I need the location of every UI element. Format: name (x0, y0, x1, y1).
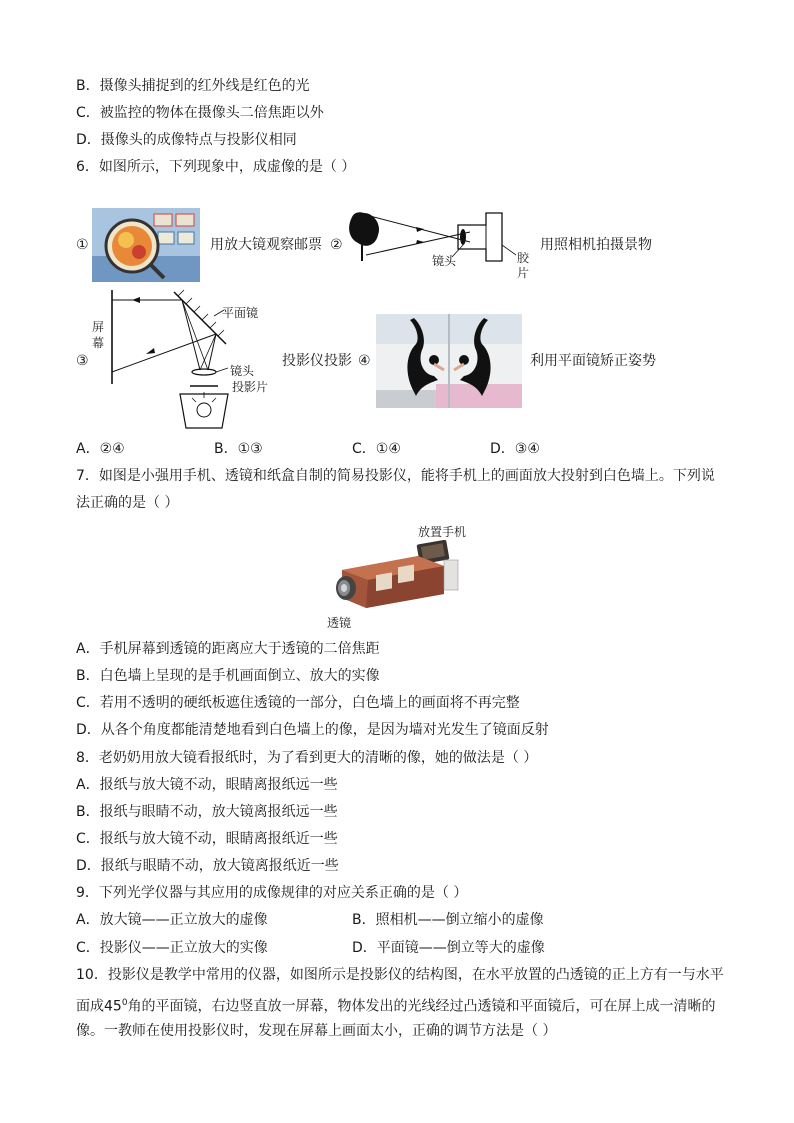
q10-line-2b: 角的平面镜，右边竖直放一屏幕，物体发出的光线经过凸透镜和平面镜后，可在屏上成一清晰的 (127, 998, 716, 1015)
camera-film-label-2: 片 (517, 266, 530, 280)
dancer-mirror-drawing (376, 314, 522, 408)
q10-line-2 (76, 993, 716, 1017)
q10-line-1: 10．投影仪是教学中常用的仪器，如图所示是投影仪的结构图，在水平放置的凸透镜的正上方有一与水平 (76, 967, 724, 983)
magnifier-photo-drawing (92, 208, 200, 282)
q10-line-3: 像。一教师在使用投影仪时，发现在屏幕上画面太小，正确的调节方法是（ ） (76, 1023, 557, 1039)
q8-option-b: B．报纸与眼睛不动，放大镜离报纸远一些 (76, 804, 338, 820)
q9-stem: 9．下列光学仪器与其应用的成像规律的对应关系正确的是（ ） (76, 885, 468, 901)
q6-option-a: A．②④ (76, 441, 125, 457)
q6-fig4-number: ④ (358, 353, 371, 369)
q6-fig2-caption: 用照相机拍摄景物 (540, 237, 652, 253)
magnifier-photo (92, 208, 200, 282)
q7-phone-label: 放置手机 (418, 525, 467, 539)
diy-projector-box (326, 540, 466, 612)
projector-slide-label: 投影片 (232, 380, 269, 394)
q9-option-d: D．平面镜——倒立等大的虚像 (352, 940, 545, 956)
q7-option-b: B．白色墙上呈现的是手机画面倒立、放大的实像 (76, 668, 380, 684)
q9-option-c: C．投影仪——正立放大的实像 (76, 940, 268, 956)
q9-options-row-1 (76, 910, 716, 930)
q8-option-c: C．报纸与放大镜不动，眼睛离报纸近一些 (76, 831, 338, 847)
q8-option-a: A．报纸与放大镜不动，眼睛离报纸远一些 (76, 777, 338, 793)
q5-option-c: C．被监控的物体在摄像头二倍焦距以外 (76, 105, 324, 121)
q6-options (76, 439, 716, 459)
q6-fig1-number: ① (76, 237, 89, 253)
q6-option-d: D．③④ (490, 441, 540, 457)
q7-stem-line-1: 7．如图是小强用手机、透镜和纸盒自制的简易投影仪，能将手机上的画面放大投射到白色墙上。下列说 (76, 468, 715, 484)
q6-fig3-number: ③ (76, 353, 89, 369)
q9-option-b: B．照相机——倒立缩小的虚像 (352, 912, 544, 928)
q6-fig4-caption: 利用平面镜矫正姿势 (530, 353, 656, 369)
q7-option-a: A．手机屏幕到透镜的距离应大于透镜的二倍焦距 (76, 641, 380, 657)
q5-option-b: B．摄像头捕捉到的红外线是红色的光 (76, 78, 310, 94)
q10-degree-sign: 0 (121, 998, 128, 1008)
q6-fig1-caption: 用放大镜观察邮票 (210, 237, 322, 253)
q7-option-d: D．从各个角度都能清楚地看到白色墙上的像，是因为墙对光发生了镜面反射 (76, 722, 549, 738)
camera-film-label-1: 胶 (517, 251, 530, 265)
q7-stem-line-2: 法正确的是（ ） (76, 495, 179, 511)
projector-mirror-label: 平面镜 (222, 306, 259, 320)
q10-line-2a: 面成 (76, 998, 104, 1015)
q6-fig2-number: ② (330, 237, 343, 253)
q6-option-c: C．①④ (352, 441, 401, 457)
q10-angle: 45 (104, 998, 122, 1015)
q7-lens-label: 透镜 (327, 616, 352, 630)
camera-lens-label: 镜头 (432, 254, 457, 268)
q6-fig3-caption: 投影仪投影 (282, 353, 352, 369)
dancer-mirror-photo (376, 314, 522, 408)
q6-stem: 6．如图所示，下列现象中，成虚像的是（ ） (76, 159, 356, 175)
q6-option-b: B．①③ (214, 441, 263, 457)
q9-options-row-2 (76, 938, 716, 958)
projector-screen-label-1: 屏 (92, 320, 105, 334)
projector-screen-label-2: 幕 (92, 336, 105, 350)
q9-option-a: A．放大镜——正立放大的虚像 (76, 912, 268, 928)
q7-option-c: C．若用不透明的硬纸板遮住透镜的一部分，白色墙上的画面将不再完整 (76, 695, 520, 711)
projector-lens-label: 镜头 (230, 364, 255, 378)
q8-stem: 8．老奶奶用放大镜看报纸时，为了看到更大的清晰的像，她的做法是（ ） (76, 750, 538, 766)
q8-option-d: D．报纸与眼睛不动，放大镜离报纸近一些 (76, 858, 339, 874)
q5-option-d: D．摄像头的成像特点与投影仪相同 (76, 132, 297, 148)
